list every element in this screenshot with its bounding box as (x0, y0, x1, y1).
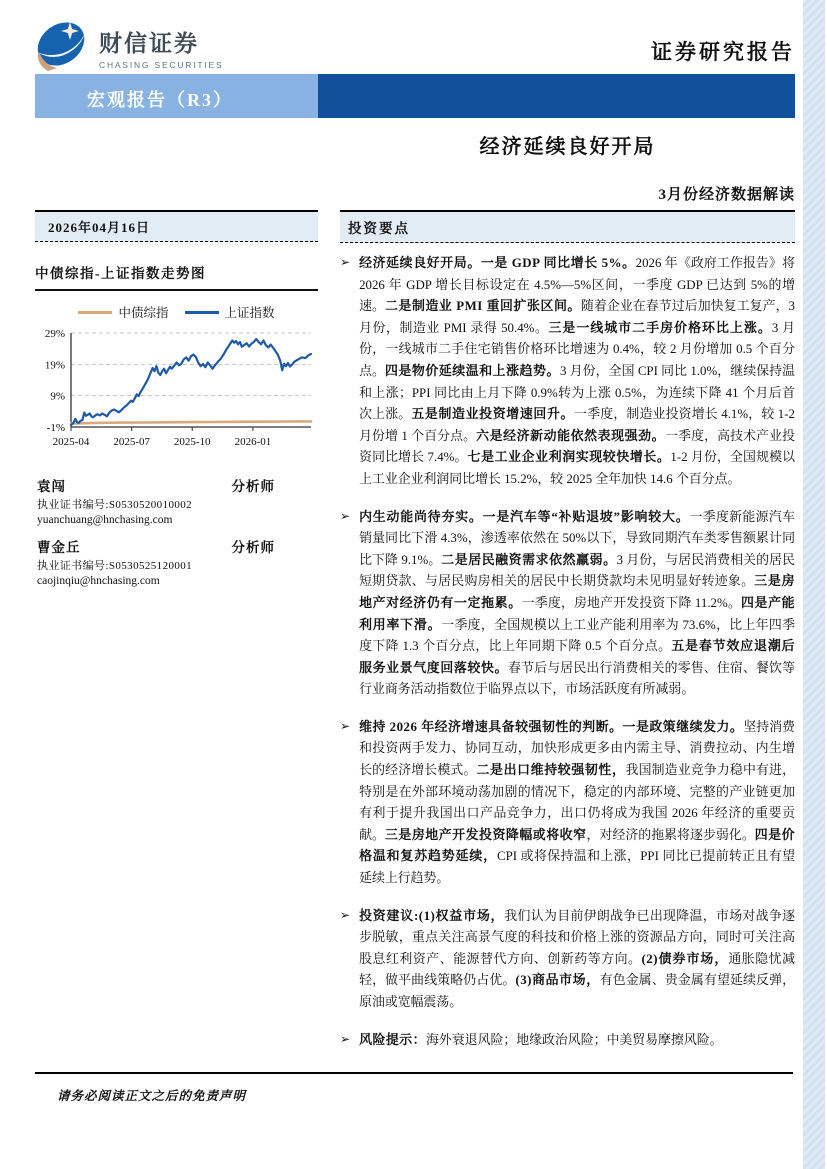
bullet-arrow-icon: ➢ (340, 907, 351, 922)
analyst-list (35, 475, 318, 590)
report-category-banner (35, 74, 795, 118)
legend-swatch-cdb (78, 311, 112, 314)
brand-name-en: CHASING SECURITIES (99, 60, 224, 70)
svg-text:2025-07: 2025-07 (113, 436, 151, 448)
legend-label-sse: 上证指数 (224, 306, 275, 320)
legend-item-sse (185, 303, 275, 321)
bullet-arrow-icon: ➢ (340, 718, 351, 733)
list-item (340, 253, 795, 491)
bullet-text: 风险提示：海外衰退风险；地缘政治风险；中美贸易摩擦风险。 (359, 1032, 723, 1047)
analyst-role: 分析师 (231, 479, 275, 494)
svg-text:9%: 9% (50, 390, 65, 403)
analyst-email[interactable]: yuanchuang@hnchasing.com (37, 513, 173, 526)
bullet-text: 维持 2026 年经济增速具备较强韧性的判断。一是政策继续发力。坚持消费和投资两手发力、协同互动，加快形成更多由内需主导、消费拉动、内生增长的经济增长模式。二是出口维持较强韧性，我国制造业竞争力稳中有进，特别是在外部环境动荡加剧的情况下，稳定的内部环境、完整的产业链更加有利于提升我国出口产品竞争力，出口仍将成为我国 2026 年经济的重要贡献。三是房地产开发投资降幅或将收窄，对经济的拖累将逐步弱化。四是价格温和复苏趋势延续，CPI 或将保持温和上涨，PPI 同比已提前转正且有望延续上行趋势。 (359, 719, 796, 886)
key-points-header: 投资要点 (340, 210, 795, 243)
company-logo (33, 16, 224, 79)
list-item (340, 1030, 795, 1052)
banner-left (35, 74, 318, 118)
logo-text (99, 25, 224, 70)
svg-text:29%: 29% (44, 328, 65, 340)
footer-divider (35, 1072, 793, 1074)
footer-disclaimer: 请务必阅读正文之后的免责声明 (57, 1089, 247, 1103)
doc-type-label: 证券研究报告 (651, 40, 795, 64)
analyst-entry (37, 475, 318, 528)
report-category-label: 宏观报告（R3） (87, 90, 233, 110)
logo-globe-icon (33, 16, 89, 79)
list-item (340, 507, 795, 701)
report-subtitle: 3月份经济数据解读 (658, 187, 795, 203)
bullet-text: 经济延续良好开局。一是 GDP 同比增长 5%。2026 年《政府工作报告》将 2026 年 GDP 增长目标设定在 4.5%—5%区间，一季度 GDP 已达到 5%的增速。二是制造业 PMI 重回扩张区间。随着企业在春节过后加快复工复产，3 月份，制造业 PMI 录得 50.4%。三是一线城市二手房价格环比上涨。3 月份，一线城市二手住宅销售价格环比增速为 0.4%，较 2 月份增加 0.5 个百分点。四是物价延续温和上涨趋势。3 月份，全国 CPI 同比 1.0%，继续保持温和上涨；PPI 同比由上月下降 0.9%转为上涨 0.5%，为连续下降 41 个月后首次上涨。五是制造业投资增速回升。一季度，制造业投资增长 4.1%，较 1-2 月份增 1 个百分点。六是经济新动能依然表现强劲。一季度，高技术产业投资同比增长 7.4%。七是工业企业利润实现较快增长。1-2 月份，全国规模以上工业企业利润同比增长 15.2%，较 2025 全年加快 14.6 个百分点。 (359, 256, 796, 486)
report-date: 2026年04月16日 (35, 210, 318, 242)
list-item (340, 717, 795, 890)
main-column (340, 210, 795, 1067)
chart-title: 中债综指-上证指数走势图 (35, 262, 318, 291)
bullet-arrow-icon: ➢ (340, 255, 351, 269)
legend-swatch-sse (185, 311, 219, 314)
analyst-role: 分析师 (231, 540, 275, 556)
analyst-name: 袁闯 (37, 479, 66, 494)
banner-right (318, 74, 795, 118)
analyst-name: 曹金丘 (37, 540, 81, 556)
svg-text:-1%: -1% (46, 422, 65, 434)
brand-name-cn: 财信证券 (99, 30, 199, 56)
analyst-row (37, 475, 318, 495)
svg-text:2026-01: 2026-01 (234, 436, 272, 448)
trend-chart (35, 325, 318, 453)
bullet-arrow-icon: ➢ (340, 508, 351, 523)
analyst-email[interactable]: caojinqiu@hnchasing.com (37, 575, 160, 588)
analyst-cert: 执业证书编号:S0530525120001 (37, 560, 193, 573)
page-edge-decoration (803, 0, 825, 1169)
index-chart-block (35, 262, 318, 453)
legend-label-cdb: 中债综指 (118, 306, 169, 320)
svg-text:19%: 19% (44, 359, 65, 372)
analyst-row (37, 536, 318, 556)
analyst-cert: 执业证书编号:S0530520010002 (37, 499, 193, 511)
report-title: 经济延续良好开局 (479, 136, 656, 158)
svg-text:2025-04: 2025-04 (52, 436, 90, 448)
legend-item-cdb (78, 303, 168, 321)
left-column (35, 210, 318, 598)
bullet-text: 投资建议:(1)权益市场，我们认为目前伊朗战争已出现降温，市场对战争逐步脱敏，重点关注高景气度的科技和价格上涨的资源品方向，同时可关注高股息红利资产、能源替代方向、创新药等方向。(2)债券市场，通胀隐忧减轻，做平曲线策略仍占优。(3)商品市场，有色金属、贵金属有望延续反弹，原油或宽幅震荡。 (359, 908, 796, 1009)
chart-legend (35, 303, 318, 321)
analyst-entry (37, 536, 318, 589)
list-item (340, 906, 795, 1014)
bullet-arrow-icon: ➢ (340, 1031, 351, 1046)
svg-text:2025-10: 2025-10 (173, 436, 211, 448)
bullet-list (340, 253, 795, 1051)
bullet-text: 内生动能尚待夯实。一是汽车等“补贴退坡”影响较大。一季度新能源汽车销量同比下滑 4.3%，渗透率依然在 50%以下，导致同期汽车类零售额累计同比下降 9.1%。二是居民融资需求依然羸弱。3 月份，与居民消费相关的居民短期贷款、与居民购房相关的居民中长期贷款均未见明显好转迹象。三是房地产对经济仍有一定拖累。一季度，房地产开发投资下降 11.2%。四是产能利用率下滑。一季度，全国规模以上工业产能利用率为 73.6%，比上年四季度下降 1.3 个百分点，比上年同期下降 0.5 个百分点。五是春节效应退潮后服务业景气度回落较快。春节后与居民出行消费相关的零售、住宿、餐饮等行业商务活动指数位于临界点以下，市场活跃度有所减弱。 (359, 509, 796, 697)
